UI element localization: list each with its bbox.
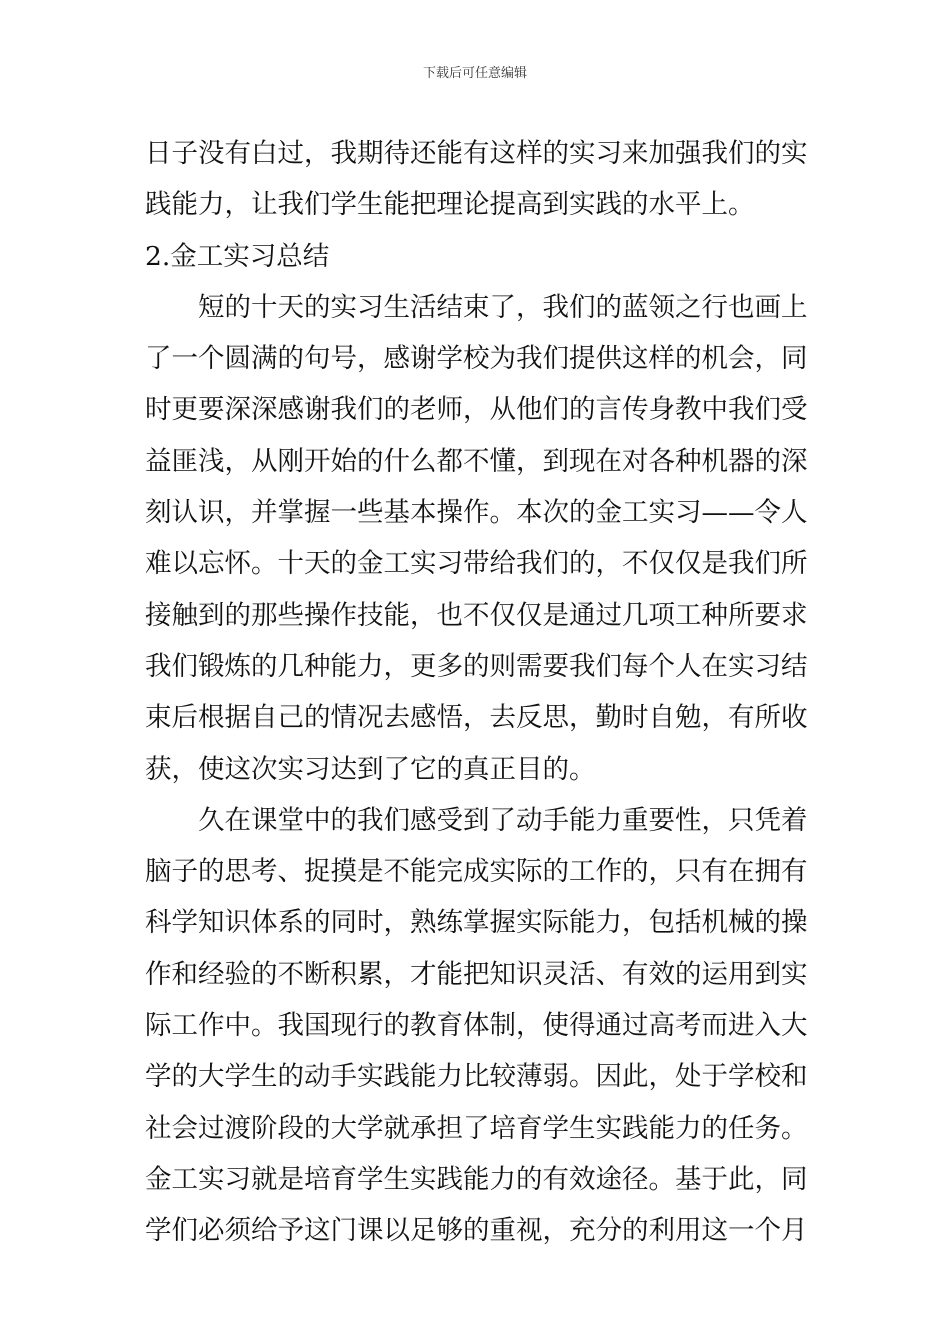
text-line: 了一个圆满的句号，感谢学校为我们提供这样的机会，同: [145, 343, 808, 375]
text-line: 践能力，让我们学生能把理论提高到实践的水平上。: [145, 189, 755, 221]
text-line: 学的大学生的动手实践能力比较薄弱。因此，处于学校和: [145, 1061, 808, 1093]
text-line: 学们必须给予这门课以足够的重视，充分的利用这一个月: [145, 1215, 808, 1247]
text-line: 益匪浅，从刚开始的什么都不懂，到现在对各种机器的深: [145, 445, 808, 477]
paragraph-start: 久在课堂中的我们感受到了动手能力重要性，只凭着: [198, 804, 808, 836]
text-line: 刻认识，并掌握一些基本操作。本次的金工实习——令人: [145, 497, 808, 529]
text-line: 我们锻炼的几种能力，更多的则需要我们每个人在实习结: [145, 650, 808, 682]
text-line: 作和经验的不断积累，才能把知识灵活、有效的运用到实: [145, 958, 808, 990]
page-header-note: 下载后可任意编辑: [422, 66, 527, 81]
document-body: [145, 128, 810, 1257]
text-line: 社会过渡阶段的大学就承担了培育学生实践能力的任务。: [145, 1112, 808, 1144]
section-heading: 2.金工实习总结: [145, 240, 330, 272]
text-line: 难以忘怀。十天的金工实习带给我们的，不仅仅是我们所: [145, 548, 808, 580]
text-line: 日子没有白过，我期待还能有这样的实习来加强我们的实: [145, 138, 808, 169]
text-line: 际工作中。我国现行的教育体制，使得通过高考而进入大: [145, 1010, 808, 1042]
text-line: 科学知识体系的同时，熟练掌握实际能力，包括机械的操: [145, 907, 808, 939]
text-line: 时更要深深感谢我们的老师，从他们的言传身教中我们受: [145, 394, 808, 426]
text-line: 束后根据自己的情况去感悟，去反思，勤时自勉，有所收: [145, 702, 808, 734]
text-line: 脑子的思考、捉摸是不能完成实际的工作的，只有在拥有: [145, 856, 808, 888]
paragraph-start: 短的十天的实习生活结束了，我们的蓝领之行也画上: [198, 291, 808, 323]
text-line: 获，使这次实习达到了它的真正目的。: [145, 753, 596, 785]
text-line: 接触到的那些操作技能，也不仅仅是通过几项工种所要求: [145, 599, 808, 631]
text-line: 金工实习就是培育学生实践能力的有效途径。基于此，同: [145, 1163, 808, 1195]
